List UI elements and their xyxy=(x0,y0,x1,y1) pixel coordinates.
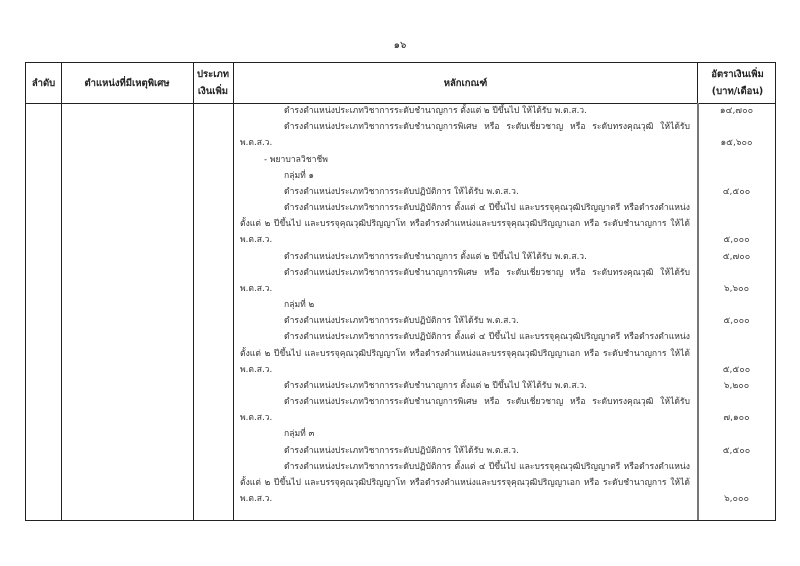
rate-amount: ๕,๐๐๐ xyxy=(723,316,750,327)
column-divider xyxy=(193,63,194,520)
header-type xyxy=(193,63,233,103)
criteria-line: กลุ่มที่ ๒ xyxy=(284,300,315,311)
header-rate-line2: (บาท/เดือน) xyxy=(711,86,764,97)
criteria-line: พ.ต.ส.ว. xyxy=(240,283,273,294)
rate-amount: ๔,๕๐๐ xyxy=(722,186,751,197)
header-rate-line1: อัตราเงินเพิ่ม xyxy=(711,69,764,80)
criteria-line: พ.ต.ส.ว. xyxy=(240,138,273,149)
criteria-line: กลุ่มที่ ๓ xyxy=(284,429,315,440)
rate-amount: ๕,๕๐๐ xyxy=(722,445,751,456)
rate-amount: ๕,๐๐๐ xyxy=(723,235,750,246)
criteria-line: ดำรงตำแหน่งประเภทวิชาการระดับชำนาญการ ตั้งแต่ ๒ ปีขึ้นไป ให้ได้รับ พ.ต.ส.ว. xyxy=(284,251,587,262)
column-divider xyxy=(697,63,698,103)
criteria-line: ดำรงตำแหน่งประเภทวิชาการระดับชำนาญการ ตั้งแต่ ๒ ปีขึ้นไป ให้ได้รับ พ.ต.ส.ว. xyxy=(284,106,587,116)
criteria-line: พ.ต.ส.ว. xyxy=(240,364,273,375)
column-divider xyxy=(233,63,234,520)
rate-amount: ๑๕,๖๐๐ xyxy=(720,138,753,149)
criteria-line: ตั้งแต่ ๒ ปีขึ้นไป และบรรจุคุณวุฒิปริญญาโท หรือดำรงตำแหน่งและบรรจุคุณวุฒิปริญญาเอก หรือ ระดับชำนาญการ ให้ได้ xyxy=(240,219,690,230)
criteria-line: ตั้งแต่ ๒ ปีขึ้นไป และบรรจุคุณวุฒิปริญญาโท หรือดำรงตำแหน่งและบรรจุคุณวุฒิปริญญาเอก หรือ ระดับชำนาญการ ให้ได้ xyxy=(240,477,690,488)
criteria-line: ดำรงตำแหน่งประเภทวิชาการระดับปฏิบัติการ ตั้งแต่ ๔ ปีขึ้นไป และบรรจุคุณวุฒิปริญญาตรี หรือดำรงตำแหน่ง xyxy=(284,461,690,472)
criteria-line: ตั้งแต่ ๒ ปีขึ้นไป และบรรจุคุณวุฒิปริญญาโท หรือดำรงตำแหน่งและบรรจุคุณวุฒิปริญญาเอก หรือ ระดับชำนาญการ ให้ได้ xyxy=(240,348,690,359)
rate-amount: ๕,๕๐๐ xyxy=(722,364,751,375)
criteria-line: กลุ่มที่ ๑ xyxy=(284,170,314,181)
criteria-line: ดำรงตำแหน่งประเภทวิชาการระดับชำนาญการพิเศษ หรือ ระดับเชี่ยวชาญ หรือ ระดับทรงคุณวุฒิ ให้ได้รับ xyxy=(284,122,690,133)
criteria-line: ดำรงตำแหน่งประเภทวิชาการระดับปฏิบัติการ ให้ได้รับ พ.ต.ส.ว. xyxy=(284,316,519,327)
rate-amount: ๕,๗๐๐ xyxy=(722,251,751,262)
rate-amount: ๖,๒๐๐ xyxy=(723,380,750,391)
criteria-line: ดำรงตำแหน่งประเภทวิชาการระดับปฏิบัติการ ให้ได้รับ พ.ต.ส.ว. xyxy=(284,186,519,197)
header-type-line2: เงินเพิ่ม xyxy=(197,86,229,97)
criteria-line: ดำรงตำแหน่งประเภทวิชาการระดับปฏิบัติการ ตั้งแต่ ๔ ปีขึ้นไป และบรรจุคุณวุฒิปริญญาตรี หรือดำรงตำแหน่ง xyxy=(284,203,690,214)
header-type-line1: ประเภท xyxy=(196,69,229,80)
criteria-line: พ.ต.ส.ว. xyxy=(240,235,273,246)
criteria-line: ดำรงตำแหน่งประเภทวิชาการระดับชำนาญการพิเศษ หรือ ระดับเชี่ยวชาญ หรือ ระดับทรงคุณวุฒิ ให้ได้รับ xyxy=(284,267,690,278)
column-divider xyxy=(61,63,62,520)
criteria-line: ดำรงตำแหน่งประเภทวิชาการระดับชำนาญการ ตั้งแต่ ๒ ปีขึ้นไป ให้ได้รับ พ.ต.ส.ว. xyxy=(284,380,587,391)
header-criteria: หลักเกณฑ์ xyxy=(443,77,488,89)
criteria-line: - พยาบาลวิชาชีพ xyxy=(264,154,328,165)
criteria-line: ดำรงตำแหน่งประเภทวิชาการระดับปฏิบัติการ ให้ได้รับ พ.ต.ส.ว. xyxy=(284,445,519,456)
criteria-line: พ.ต.ส.ว. xyxy=(240,413,273,424)
table-header xyxy=(26,63,775,104)
header-position: ตำแหน่งที่มีเหตุพิเศษ xyxy=(84,77,170,89)
rate-amount: ๖,๐๐๐ xyxy=(723,494,750,505)
header-rate xyxy=(698,63,777,103)
criteria-line: พ.ต.ส.ว. xyxy=(240,494,273,505)
criteria-line: ดำรงตำแหน่งประเภทวิชาการระดับชำนาญการพิเศษ หรือ ระดับเชี่ยวชาญ หรือ ระดับทรงคุณวุฒิ ให้ได้รับ xyxy=(284,397,690,408)
rate-amount: ๗,๑๐๐ xyxy=(723,413,750,424)
rate-amount: ๑๔,๗๐๐ xyxy=(719,106,754,116)
header-order: ลำดับ xyxy=(31,77,56,89)
rate-amount: ๖,๖๐๐ xyxy=(723,283,750,294)
criteria-line: ดำรงตำแหน่งประเภทวิชาการระดับปฏิบัติการ ตั้งแต่ ๔ ปีขึ้นไป และบรรจุคุณวุฒิปริญญาตรี หรือดำรงตำแหน่ง xyxy=(284,332,690,343)
page-number: ๑๖ xyxy=(393,40,407,51)
